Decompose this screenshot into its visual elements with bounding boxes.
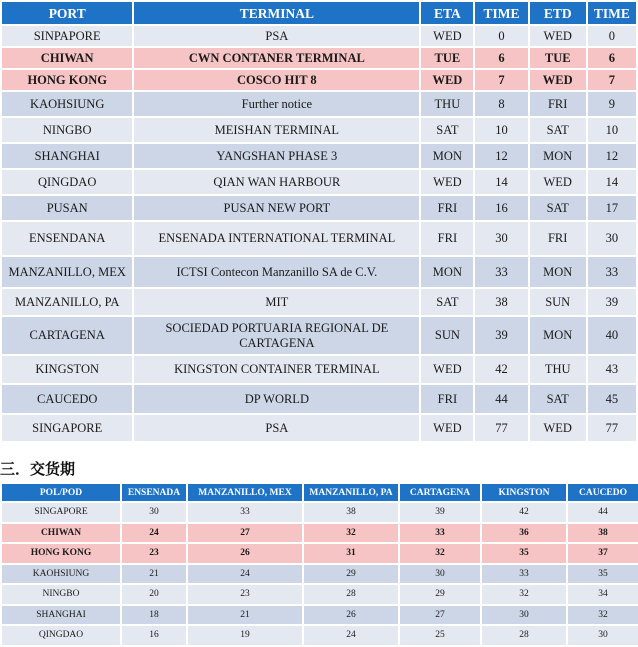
etd-cell: WED	[530, 170, 586, 194]
etd-cell: SUN	[530, 289, 586, 315]
days-cell: 16	[122, 626, 186, 645]
schedule-row	[2, 222, 636, 255]
eta-cell: FRI	[421, 196, 473, 220]
days-cell: 35	[482, 544, 566, 563]
port-cell: CAUCEDO	[2, 385, 132, 413]
eta-time-cell: 39	[475, 317, 527, 354]
eta-cell: WED	[421, 26, 473, 46]
header-etd-time: TIME	[588, 2, 636, 24]
port-cell: PUSAN	[2, 196, 132, 220]
port-cell: MANZANILLO, PA	[2, 289, 132, 315]
days-cell: 33	[400, 524, 480, 543]
days-cell: 24	[122, 524, 186, 543]
transit-row	[2, 585, 638, 604]
pol-cell: HONG KONG	[2, 544, 120, 563]
days-cell: 44	[568, 503, 638, 522]
days-cell: 19	[188, 626, 302, 645]
port-cell: KAOHSIUNG	[2, 92, 132, 116]
terminal-cell: PSA	[134, 26, 419, 46]
days-cell: 32	[482, 585, 566, 604]
eta-time-cell: 30	[475, 222, 527, 255]
schedule-row	[2, 415, 636, 441]
eta-time-cell: 0	[475, 26, 527, 46]
etd-time-cell: 43	[588, 356, 636, 383]
transit-row	[2, 565, 638, 584]
terminal-cell: KINGSTON CONTAINER TERMINAL	[134, 356, 419, 383]
etd-time-cell: 10	[588, 118, 636, 142]
days-cell: 38	[568, 524, 638, 543]
days-cell: 23	[122, 544, 186, 563]
header-kingston: KINGSTON	[482, 484, 566, 501]
header-eta: ETA	[421, 2, 473, 24]
terminal-cell: COSCO HIT 8	[134, 70, 419, 90]
transit-time-table	[0, 482, 638, 647]
days-cell: 21	[188, 606, 302, 625]
days-cell: 30	[400, 565, 480, 584]
terminal-cell: MEISHAN TERMINAL	[134, 118, 419, 142]
days-cell: 27	[188, 524, 302, 543]
port-cell: SINGAPORE	[2, 415, 132, 441]
days-cell: 18	[122, 606, 186, 625]
eta-cell: SUN	[421, 317, 473, 354]
days-cell: 29	[304, 565, 398, 584]
schedule-row	[2, 26, 636, 46]
days-cell: 30	[568, 626, 638, 645]
etd-time-cell: 45	[588, 385, 636, 413]
header-caucedo: CAUCEDO	[568, 484, 638, 501]
schedule-row	[2, 385, 636, 413]
pol-cell: SHANGHAI	[2, 606, 120, 625]
port-cell: SINPAPORE	[2, 26, 132, 46]
schedule-row	[2, 257, 636, 287]
schedule-row	[2, 92, 636, 116]
etd-time-cell: 12	[588, 144, 636, 168]
schedule-row	[2, 289, 636, 315]
etd-cell: SAT	[530, 118, 586, 142]
etd-time-cell: 33	[588, 257, 636, 287]
days-cell: 24	[304, 626, 398, 645]
terminal-cell: SOCIEDAD PORTUARIA REGIONAL DE CARTAGENA	[134, 317, 419, 354]
port-cell: ENSENDANA	[2, 222, 132, 255]
eta-cell: SAT	[421, 118, 473, 142]
etd-time-cell: 40	[588, 317, 636, 354]
schedule-row	[2, 144, 636, 168]
days-cell: 32	[400, 544, 480, 563]
days-cell: 36	[482, 524, 566, 543]
eta-cell: WED	[421, 70, 473, 90]
days-cell: 35	[568, 565, 638, 584]
port-cell: SHANGHAI	[2, 144, 132, 168]
days-cell: 32	[304, 524, 398, 543]
days-cell: 28	[482, 626, 566, 645]
days-cell: 28	[304, 585, 398, 604]
eta-time-cell: 12	[475, 144, 527, 168]
etd-cell: WED	[530, 70, 586, 90]
eta-time-cell: 10	[475, 118, 527, 142]
days-cell: 21	[122, 565, 186, 584]
eta-time-cell: 16	[475, 196, 527, 220]
schedule-row	[2, 317, 636, 354]
transit-row	[2, 524, 638, 543]
schedule-row	[2, 48, 636, 68]
terminal-cell: CWN CONTANER TERMINAL	[134, 48, 419, 68]
pol-cell: KAOHSIUNG	[2, 565, 120, 584]
pol-cell: CHIWAN	[2, 524, 120, 543]
terminal-cell: QIAN WAN HARBOUR	[134, 170, 419, 194]
eta-time-cell: 33	[475, 257, 527, 287]
days-cell: 30	[482, 606, 566, 625]
days-cell: 30	[122, 503, 186, 522]
days-cell: 33	[188, 503, 302, 522]
eta-time-cell: 6	[475, 48, 527, 68]
eta-time-cell: 44	[475, 385, 527, 413]
terminal-cell: DP WORLD	[134, 385, 419, 413]
days-cell: 24	[188, 565, 302, 584]
header-pol-pod: POL/POD	[2, 484, 120, 501]
etd-time-cell: 7	[588, 70, 636, 90]
etd-cell: THU	[530, 356, 586, 383]
port-cell: CHIWAN	[2, 48, 132, 68]
days-cell: 23	[188, 585, 302, 604]
days-cell: 27	[400, 606, 480, 625]
port-cell: NINGBO	[2, 118, 132, 142]
header-eta-time: TIME	[475, 2, 527, 24]
schedule-row	[2, 356, 636, 383]
delivery-period-heading: 三．交货期	[0, 460, 76, 478]
port-cell: CARTAGENA	[2, 317, 132, 354]
header-manzanillo-pa: MANZANILLO, PA	[304, 484, 398, 501]
days-cell: 31	[304, 544, 398, 563]
header-manzanillo-mex: MANZANILLO, MEX	[188, 484, 302, 501]
days-cell: 42	[482, 503, 566, 522]
days-cell: 29	[400, 585, 480, 604]
eta-cell: WED	[421, 415, 473, 441]
etd-cell: MON	[530, 317, 586, 354]
etd-cell: FRI	[530, 222, 586, 255]
days-cell: 33	[482, 565, 566, 584]
eta-cell: THU	[421, 92, 473, 116]
schedule-header-row	[2, 2, 636, 24]
port-cell: MANZANILLO, MEX	[2, 257, 132, 287]
etd-time-cell: 77	[588, 415, 636, 441]
port-cell: QINGDAO	[2, 170, 132, 194]
etd-time-cell: 17	[588, 196, 636, 220]
transit-row	[2, 606, 638, 625]
eta-cell: SAT	[421, 289, 473, 315]
schedule-row	[2, 118, 636, 142]
schedule-row	[2, 70, 636, 90]
etd-cell: TUE	[530, 48, 586, 68]
eta-cell: FRI	[421, 222, 473, 255]
etd-time-cell: 0	[588, 26, 636, 46]
eta-cell: TUE	[421, 48, 473, 68]
eta-time-cell: 38	[475, 289, 527, 315]
terminal-cell: Further notice	[134, 92, 419, 116]
etd-cell: FRI	[530, 92, 586, 116]
transit-row	[2, 626, 638, 645]
days-cell: 20	[122, 585, 186, 604]
header-port: PORT	[2, 2, 132, 24]
etd-time-cell: 14	[588, 170, 636, 194]
transit-row	[2, 544, 638, 563]
eta-cell: FRI	[421, 385, 473, 413]
etd-time-cell: 9	[588, 92, 636, 116]
eta-time-cell: 8	[475, 92, 527, 116]
days-cell: 34	[568, 585, 638, 604]
etd-cell: MON	[530, 144, 586, 168]
terminal-cell: MIT	[134, 289, 419, 315]
terminal-cell: YANGSHAN PHASE 3	[134, 144, 419, 168]
eta-cell: WED	[421, 170, 473, 194]
days-cell: 26	[188, 544, 302, 563]
terminal-cell: PUSAN NEW PORT	[134, 196, 419, 220]
transit-row	[2, 503, 638, 522]
eta-time-cell: 77	[475, 415, 527, 441]
port-cell: HONG KONG	[2, 70, 132, 90]
days-cell: 26	[304, 606, 398, 625]
header-terminal: TERMINAL	[134, 2, 419, 24]
etd-time-cell: 30	[588, 222, 636, 255]
terminal-cell: ENSENADA INTERNATIONAL TERMINAL	[134, 222, 419, 255]
etd-time-cell: 39	[588, 289, 636, 315]
pol-cell: SINGAPORE	[2, 503, 120, 522]
schedule-row	[2, 196, 636, 220]
terminal-cell: ICTSI Contecon Manzanillo SA de C.V.	[134, 257, 419, 287]
etd-cell: SAT	[530, 196, 586, 220]
port-cell: KINGSTON	[2, 356, 132, 383]
etd-cell: WED	[530, 26, 586, 46]
eta-time-cell: 42	[475, 356, 527, 383]
header-ensenada: ENSENADA	[122, 484, 186, 501]
etd-cell: MON	[530, 257, 586, 287]
pol-cell: NINGBO	[2, 585, 120, 604]
etd-cell: SAT	[530, 385, 586, 413]
eta-cell: MON	[421, 257, 473, 287]
terminal-cell: PSA	[134, 415, 419, 441]
days-cell: 32	[568, 606, 638, 625]
days-cell: 39	[400, 503, 480, 522]
eta-cell: WED	[421, 356, 473, 383]
eta-cell: MON	[421, 144, 473, 168]
schedule-row	[2, 170, 636, 194]
eta-time-cell: 7	[475, 70, 527, 90]
days-cell: 37	[568, 544, 638, 563]
days-cell: 25	[400, 626, 480, 645]
days-cell: 38	[304, 503, 398, 522]
eta-time-cell: 14	[475, 170, 527, 194]
header-etd: ETD	[530, 2, 586, 24]
pol-cell: QINGDAO	[2, 626, 120, 645]
etd-cell: WED	[530, 415, 586, 441]
header-cartagena: CARTAGENA	[400, 484, 480, 501]
etd-time-cell: 6	[588, 48, 636, 68]
transit-header-row	[2, 484, 638, 501]
